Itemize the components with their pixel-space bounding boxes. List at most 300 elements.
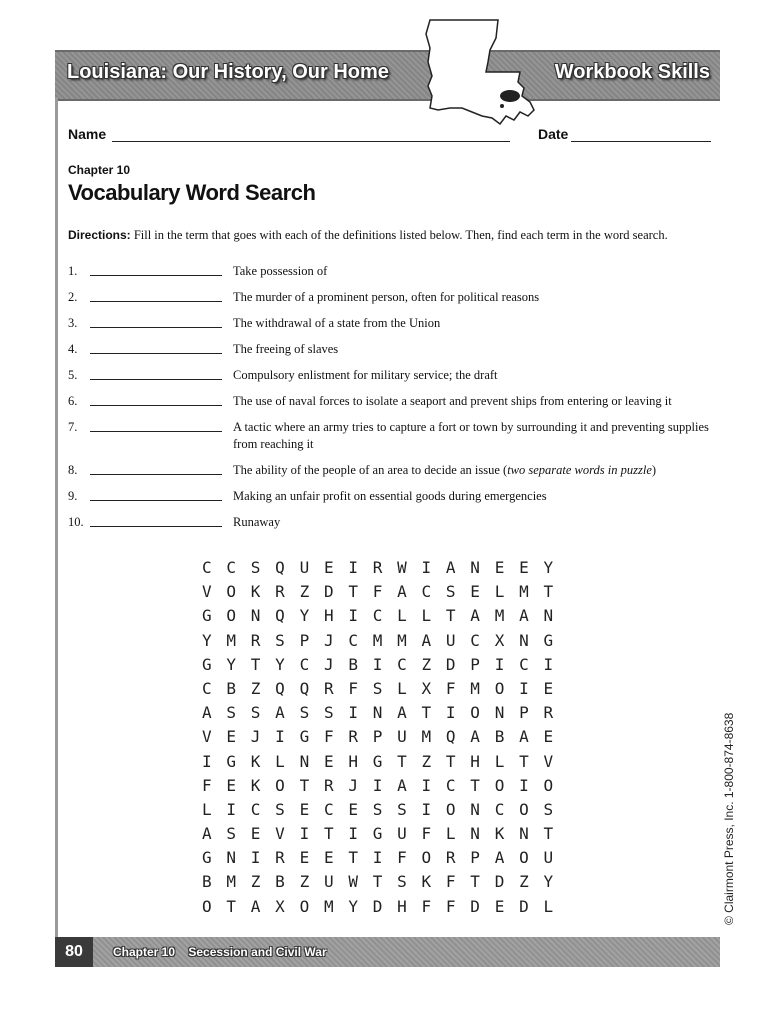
date-field[interactable]	[571, 141, 711, 142]
footer-chapter-label: Chapter 10	[113, 945, 176, 959]
grid-letter[interactable]: A	[397, 703, 407, 723]
grid-row	[202, 655, 568, 679]
grid-letter[interactable]: S	[372, 799, 383, 819]
grid-letter[interactable]: G	[372, 751, 383, 771]
definition-number: 3.	[68, 316, 78, 330]
definitions-list	[68, 263, 718, 540]
grid-letter[interactable]: Q	[275, 606, 285, 626]
grid-letter[interactable]: C	[299, 654, 310, 674]
grid-letter[interactable]: A	[397, 775, 407, 795]
grid-letter[interactable]: Z	[299, 872, 310, 892]
grid-letter[interactable]: T	[348, 582, 358, 602]
answer-blank[interactable]	[90, 301, 222, 302]
grid-letter[interactable]: S	[226, 824, 237, 844]
grid-letter[interactable]: R	[445, 848, 456, 868]
grid-letter[interactable]: W	[397, 558, 407, 577]
grid-letter[interactable]: M	[372, 630, 383, 650]
definition-text: The use of naval forces to isolate a seaport and prevent ships from entering or leaving it	[233, 394, 672, 408]
grid-letter[interactable]: N	[543, 606, 554, 626]
grid-letter[interactable]: E	[299, 799, 310, 819]
grid-row	[202, 727, 568, 751]
grid-letter[interactable]: C	[348, 630, 358, 650]
grid-letter[interactable]: V	[202, 727, 212, 747]
grid-letter[interactable]: E	[494, 558, 505, 577]
grid-letter[interactable]: V	[275, 824, 285, 844]
grid-letter[interactable]: R	[348, 727, 358, 747]
grid-letter[interactable]: I	[372, 654, 383, 674]
grid-row	[202, 582, 568, 606]
grid-letter[interactable]: O	[470, 703, 480, 723]
grid-letter[interactable]: P	[299, 630, 310, 650]
definition-number: 1.	[68, 264, 78, 278]
grid-letter[interactable]: Y	[202, 630, 212, 650]
definition-number: 5.	[68, 368, 78, 382]
grid-letter[interactable]: S	[299, 703, 310, 723]
definition-item	[68, 289, 718, 306]
grid-letter[interactable]: O	[421, 848, 432, 868]
grid-letter[interactable]: L	[543, 896, 554, 916]
grid-letter[interactable]: T	[226, 896, 237, 916]
answer-blank[interactable]	[90, 327, 222, 328]
grid-letter[interactable]: K	[494, 824, 505, 844]
grid-letter[interactable]: L	[202, 799, 212, 819]
grid-letter[interactable]: N	[226, 848, 237, 868]
grid-letter[interactable]: G	[226, 751, 237, 771]
grid-letter[interactable]: E	[494, 896, 505, 916]
grid-letter[interactable]: V	[202, 582, 212, 602]
grid-letter[interactable]: M	[421, 727, 432, 747]
grid-letter[interactable]: F	[202, 775, 212, 795]
grid-letter[interactable]: L	[275, 751, 285, 771]
grid-letter[interactable]: E	[519, 558, 529, 577]
grid-letter[interactable]: C	[421, 582, 432, 602]
grid-letter[interactable]: F	[421, 896, 432, 916]
grid-letter[interactable]: I	[348, 558, 358, 577]
grid-letter[interactable]: A	[470, 727, 480, 747]
grid-letter[interactable]: O	[445, 799, 456, 819]
grid-letter[interactable]: T	[397, 751, 407, 771]
grid-letter[interactable]: H	[348, 751, 358, 771]
grid-letter[interactable]: T	[543, 824, 554, 844]
answer-blank[interactable]	[90, 275, 222, 276]
grid-letter[interactable]: M	[470, 678, 480, 698]
definition-item	[68, 514, 718, 531]
left-margin-bar	[55, 97, 58, 937]
definition-item	[68, 419, 718, 453]
grid-row	[202, 558, 568, 582]
grid-row	[202, 800, 568, 824]
grid-letter[interactable]: C	[519, 654, 529, 674]
grid-letter[interactable]: H	[323, 606, 334, 626]
grid-letter[interactable]: F	[445, 678, 456, 698]
grid-letter[interactable]: R	[323, 678, 334, 698]
grid-letter[interactable]: C	[494, 799, 505, 819]
grid-letter[interactable]: A	[421, 630, 432, 650]
grid-letter[interactable]: I	[421, 558, 432, 577]
grid-letter[interactable]: E	[323, 848, 334, 868]
header-band	[55, 50, 720, 101]
grid-letter[interactable]: B	[348, 654, 358, 674]
grid-letter[interactable]: R	[250, 630, 261, 650]
grid-letter[interactable]: D	[494, 872, 505, 892]
grid-letter[interactable]: S	[250, 558, 261, 577]
grid-row	[202, 752, 568, 776]
grid-letter[interactable]: O	[226, 606, 237, 626]
chapter-label: Chapter 10	[68, 163, 131, 177]
page-number: 80	[55, 937, 93, 967]
grid-letter[interactable]: S	[372, 678, 383, 698]
grid-letter[interactable]: U	[397, 727, 407, 747]
answer-blank[interactable]	[90, 526, 222, 527]
answer-blank[interactable]	[90, 474, 222, 475]
grid-letter[interactable]: C	[202, 678, 212, 698]
grid-letter[interactable]: N	[519, 630, 529, 650]
grid-letter[interactable]: Z	[250, 678, 261, 698]
grid-letter[interactable]: C	[372, 606, 383, 626]
definition-text: The ability of the people of an area to decide an issue (two separate words in puzzle)	[233, 463, 657, 477]
grid-letter[interactable]: T	[372, 872, 383, 892]
grid-letter[interactable]: B	[494, 727, 505, 747]
grid-letter[interactable]: C	[226, 558, 237, 577]
grid-letter[interactable]: T	[445, 751, 456, 771]
grid-letter[interactable]: N	[299, 751, 310, 771]
grid-letter[interactable]: I	[519, 775, 529, 795]
footer-band	[55, 937, 720, 967]
definition-text: Take possession of	[233, 264, 328, 278]
definition-number: 8.	[68, 463, 78, 477]
grid-letter[interactable]: U	[397, 824, 407, 844]
grid-letter[interactable]: T	[543, 582, 554, 602]
definition-number: 9.	[68, 489, 78, 503]
grid-letter[interactable]: J	[323, 654, 334, 674]
grid-letter[interactable]: T	[421, 703, 432, 723]
grid-letter[interactable]: O	[494, 775, 505, 795]
answer-blank[interactable]	[90, 500, 222, 501]
grid-letter[interactable]: O	[494, 678, 505, 698]
grid-letter[interactable]: U	[323, 872, 334, 892]
grid-letter[interactable]: L	[494, 751, 505, 771]
grid-letter[interactable]: I	[348, 606, 358, 626]
grid-letter[interactable]: C	[202, 558, 212, 577]
grid-letter[interactable]: O	[543, 775, 554, 795]
grid-letter[interactable]: Y	[348, 896, 358, 916]
answer-blank[interactable]	[90, 405, 222, 406]
grid-letter[interactable]: T	[519, 751, 529, 771]
grid-letter[interactable]: S	[275, 799, 285, 819]
footer-chapter	[113, 945, 327, 959]
answer-blank[interactable]	[90, 431, 222, 432]
grid-letter[interactable]: F	[372, 582, 383, 602]
definition-number: 4.	[68, 342, 78, 356]
grid-letter[interactable]: A	[445, 558, 456, 577]
grid-letter[interactable]: I	[250, 848, 261, 868]
word-search-grid	[202, 558, 568, 921]
grid-letter[interactable]: I	[445, 703, 456, 723]
grid-letter[interactable]: M	[519, 582, 529, 602]
definition-text: Runaway	[233, 515, 281, 529]
grid-letter[interactable]: N	[494, 703, 505, 723]
grid-letter[interactable]: M	[323, 896, 334, 916]
grid-letter[interactable]: F	[323, 727, 334, 747]
grid-letter[interactable]: U	[299, 558, 310, 577]
grid-letter[interactable]: I	[226, 799, 237, 819]
grid-letter[interactable]: A	[470, 606, 480, 626]
grid-letter[interactable]: A	[250, 896, 261, 916]
grid-letter[interactable]: O	[519, 799, 529, 819]
grid-letter[interactable]: A	[275, 703, 285, 723]
grid-letter[interactable]: Z	[250, 872, 261, 892]
grid-letter[interactable]: Y	[275, 654, 285, 674]
name-date-row	[68, 126, 713, 148]
grid-letter[interactable]: N	[372, 703, 383, 723]
grid-letter[interactable]: Q	[299, 678, 310, 698]
grid-letter[interactable]: T	[470, 775, 480, 795]
grid-letter[interactable]: E	[226, 727, 237, 747]
grid-letter[interactable]: U	[543, 848, 554, 868]
grid-letter[interactable]: R	[275, 848, 285, 868]
grid-row	[202, 679, 568, 703]
definition-item	[68, 341, 718, 358]
grid-letter[interactable]: I	[202, 751, 212, 771]
directions-label: Directions:	[68, 228, 131, 242]
grid-letter[interactable]: Q	[275, 678, 285, 698]
definition-text: The murder of a prominent person, often for political reasons	[233, 290, 540, 304]
grid-letter[interactable]: I	[372, 848, 383, 868]
grid-letter[interactable]: D	[372, 896, 383, 916]
grid-letter[interactable]: I	[299, 824, 310, 844]
grid-letter[interactable]: I	[421, 799, 432, 819]
grid-letter[interactable]: T	[323, 824, 334, 844]
grid-letter[interactable]: F	[397, 848, 407, 868]
grid-letter[interactable]: E	[323, 751, 334, 771]
grid-letter[interactable]: I	[348, 703, 358, 723]
grid-row	[202, 824, 568, 848]
grid-letter[interactable]: A	[202, 703, 212, 723]
grid-letter[interactable]: G	[202, 654, 212, 674]
grid-letter[interactable]: M	[226, 872, 237, 892]
grid-letter[interactable]: E	[323, 558, 334, 577]
directions-text: Fill in the term that goes with each of the definitions listed below. Then, find each term in the word search.	[130, 228, 668, 242]
grid-letter[interactable]: Q	[445, 727, 456, 747]
definition-number: 7.	[68, 420, 78, 434]
grid-row	[202, 631, 568, 655]
grid-letter[interactable]: X	[421, 678, 432, 698]
grid-letter[interactable]: Z	[519, 872, 529, 892]
louisiana-map-icon	[420, 16, 540, 128]
grid-letter[interactable]: H	[397, 896, 407, 916]
grid-letter[interactable]: N	[519, 824, 529, 844]
grid-letter[interactable]: Y	[543, 872, 554, 892]
footer-chapter-title: Secession and Civil War	[188, 945, 327, 959]
grid-letter[interactable]: O	[275, 775, 285, 795]
grid-letter[interactable]: X	[494, 630, 505, 650]
grid-letter[interactable]: A	[519, 727, 529, 747]
definition-text: Making an unfair profit on essential goods during emergencies	[233, 489, 547, 503]
grid-letter[interactable]: H	[470, 751, 480, 771]
grid-letter[interactable]: R	[543, 703, 554, 723]
grid-letter[interactable]: K	[250, 775, 261, 795]
grid-letter[interactable]: I	[519, 678, 529, 698]
grid-letter[interactable]: O	[202, 896, 212, 916]
grid-letter[interactable]: D	[470, 896, 480, 916]
grid-letter[interactable]: A	[494, 848, 505, 868]
grid-letter[interactable]: L	[421, 606, 432, 626]
grid-letter[interactable]: Y	[543, 558, 554, 577]
grid-letter[interactable]: P	[470, 654, 480, 674]
book-title: Louisiana: Our History, Our Home	[67, 61, 389, 83]
grid-letter[interactable]: D	[445, 654, 456, 674]
grid-letter[interactable]: B	[226, 678, 237, 698]
grid-row	[202, 703, 568, 727]
grid-letter[interactable]: D	[323, 582, 334, 602]
answer-blank[interactable]	[90, 379, 222, 380]
name-label: Name	[68, 126, 107, 142]
grid-letter[interactable]: K	[250, 582, 261, 602]
grid-row	[202, 776, 568, 800]
grid-letter[interactable]: E	[226, 775, 237, 795]
grid-letter[interactable]: E	[543, 727, 554, 747]
grid-letter[interactable]: T	[299, 775, 310, 795]
grid-letter[interactable]: S	[397, 799, 407, 819]
grid-letter[interactable]: C	[323, 799, 334, 819]
grid-letter[interactable]: I	[348, 824, 358, 844]
grid-letter[interactable]: L	[445, 824, 456, 844]
grid-letter[interactable]: F	[445, 896, 456, 916]
definition-item	[68, 462, 718, 479]
grid-letter[interactable]: N	[250, 606, 261, 626]
grid-letter[interactable]: I	[372, 775, 383, 795]
grid-letter[interactable]: K	[250, 751, 261, 771]
grid-letter[interactable]: S	[445, 582, 456, 602]
grid-letter[interactable]: J	[250, 727, 261, 747]
grid-letter[interactable]: T	[250, 654, 261, 674]
grid-letter[interactable]: L	[494, 582, 505, 602]
grid-letter[interactable]: S	[275, 630, 285, 650]
grid-letter[interactable]: C	[250, 799, 261, 819]
grid-letter[interactable]: I	[275, 727, 285, 747]
grid-letter[interactable]: Z	[421, 654, 432, 674]
grid-letter[interactable]: Q	[275, 558, 285, 577]
grid-letter[interactable]: C	[470, 630, 480, 650]
grid-letter[interactable]: T	[470, 872, 480, 892]
copyright-notice: © Clairmont Press, Inc. 1-800-874-8638	[722, 712, 736, 925]
grid-letter[interactable]: Z	[421, 751, 432, 771]
grid-letter[interactable]: E	[348, 799, 358, 819]
grid-letter[interactable]: M	[226, 630, 237, 650]
definition-text: Compulsory enlistment for military service; the draft	[233, 368, 498, 382]
grid-letter[interactable]: C	[445, 775, 456, 795]
name-field[interactable]	[112, 141, 510, 142]
grid-letter[interactable]: E	[250, 824, 261, 844]
grid-row	[202, 606, 568, 630]
grid-letter[interactable]: E	[299, 848, 310, 868]
grid-letter[interactable]: R	[275, 582, 285, 602]
grid-letter[interactable]: G	[202, 606, 212, 626]
grid-letter[interactable]: X	[275, 896, 285, 916]
grid-letter[interactable]: L	[397, 606, 407, 626]
grid-letter[interactable]: Z	[299, 582, 310, 602]
grid-letter[interactable]: Y	[226, 654, 237, 674]
grid-letter[interactable]: O	[519, 848, 529, 868]
grid-letter[interactable]: R	[372, 558, 383, 577]
grid-letter[interactable]: I	[494, 654, 505, 674]
grid-letter[interactable]: N	[470, 824, 480, 844]
grid-letter[interactable]: M	[494, 606, 505, 626]
grid-letter[interactable]: A	[519, 606, 529, 626]
grid-letter[interactable]: D	[519, 896, 529, 916]
directions	[68, 228, 718, 243]
grid-letter[interactable]: G	[299, 727, 310, 747]
grid-letter[interactable]: S	[397, 872, 407, 892]
grid-row	[202, 872, 568, 896]
grid-letter[interactable]: T	[445, 606, 456, 626]
answer-blank[interactable]	[90, 353, 222, 354]
definition-item	[68, 393, 718, 410]
grid-letter[interactable]: M	[397, 630, 407, 650]
grid-letter[interactable]: O	[226, 582, 237, 602]
grid-letter[interactable]: F	[445, 872, 456, 892]
definition-number: 6.	[68, 394, 78, 408]
definition-text: The withdrawal of a state from the Union	[233, 316, 441, 330]
grid-letter[interactable]: P	[470, 848, 480, 868]
grid-letter[interactable]: I	[543, 654, 554, 674]
definition-text: A tactic where an army tries to capture a fort or town by surrounding it and preventing supplies from reaching it	[233, 420, 709, 451]
grid-letter[interactable]: T	[348, 848, 358, 868]
grid-letter[interactable]: G	[202, 848, 212, 868]
definition-text: The freeing of slaves	[233, 342, 339, 356]
grid-letter[interactable]: J	[348, 775, 358, 795]
grid-letter[interactable]: N	[470, 558, 480, 577]
grid-letter[interactable]: J	[323, 630, 334, 650]
grid-letter[interactable]: A	[397, 582, 407, 602]
grid-letter[interactable]: I	[421, 775, 432, 795]
grid-letter[interactable]: V	[543, 751, 554, 771]
definition-number: 2.	[68, 290, 78, 304]
grid-letter[interactable]: S	[250, 703, 261, 723]
grid-letter[interactable]: O	[299, 896, 310, 916]
grid-letter[interactable]: E	[470, 582, 480, 602]
date-label: Date	[538, 126, 569, 142]
grid-letter[interactable]: N	[470, 799, 480, 819]
definition-item	[68, 488, 718, 505]
definition-item	[68, 367, 718, 384]
grid-letter[interactable]: P	[519, 703, 529, 723]
grid-letter[interactable]: S	[543, 799, 554, 819]
definition-item	[68, 315, 718, 332]
grid-letter[interactable]: Y	[299, 606, 310, 626]
grid-letter[interactable]: K	[421, 872, 432, 892]
grid-letter[interactable]: L	[397, 678, 407, 698]
grid-letter[interactable]: R	[323, 775, 334, 795]
grid-letter[interactable]: P	[372, 727, 383, 747]
definition-number: 10.	[68, 515, 84, 529]
grid-letter[interactable]: F	[421, 824, 432, 844]
grid-letter[interactable]: A	[202, 824, 212, 844]
grid-letter[interactable]: U	[445, 630, 456, 650]
grid-letter[interactable]: F	[348, 678, 358, 698]
grid-letter[interactable]: B	[275, 872, 285, 892]
grid-letter[interactable]: W	[348, 872, 358, 892]
grid-letter[interactable]: E	[543, 678, 554, 698]
grid-letter[interactable]: S	[226, 703, 237, 723]
grid-row	[202, 897, 568, 921]
grid-letter[interactable]: S	[323, 703, 334, 723]
grid-letter[interactable]: B	[202, 872, 212, 892]
grid-letter[interactable]: G	[543, 630, 554, 650]
grid-letter[interactable]: C	[397, 654, 407, 674]
grid-row	[202, 848, 568, 872]
grid-letter[interactable]: G	[372, 824, 383, 844]
